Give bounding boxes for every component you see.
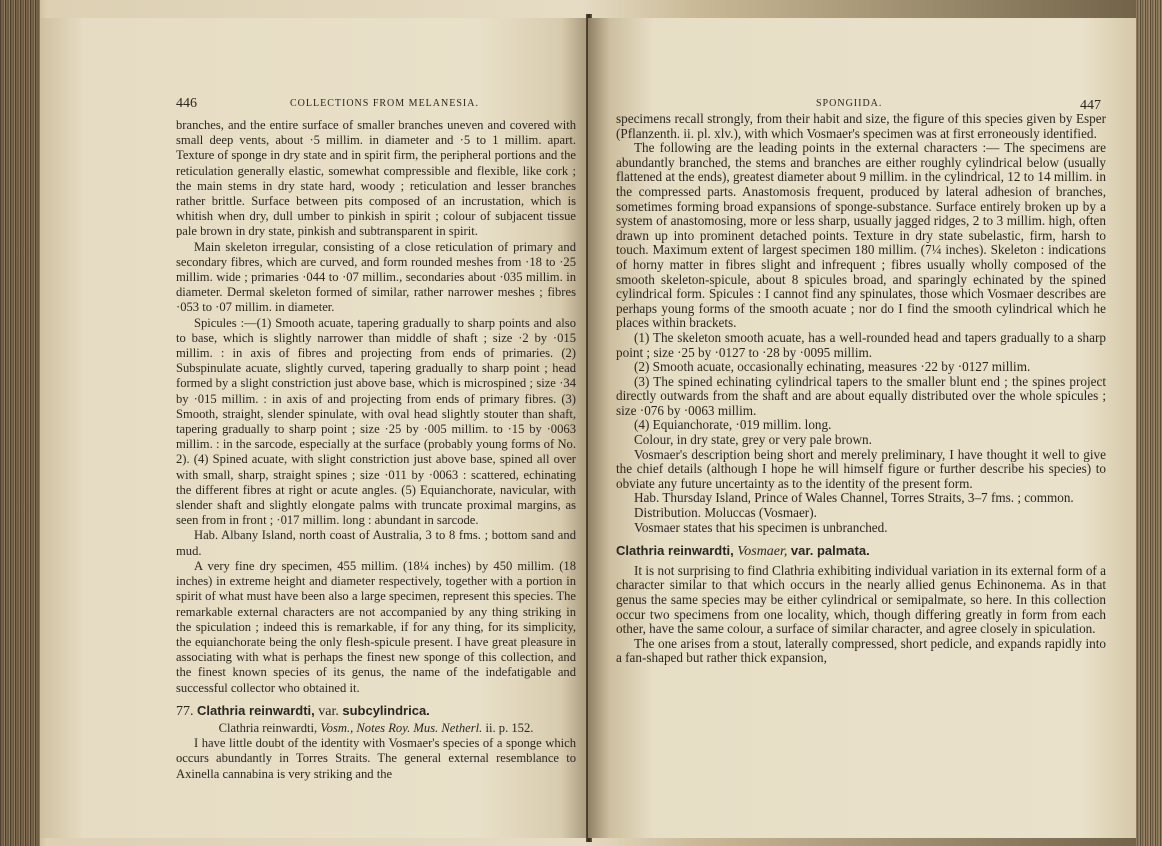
right-species-heading [616,544,1106,560]
right-body [616,112,1106,666]
right-paragraph-final: The one arises from a stout, laterally compressed, short pedicle, and expands rapidly into a fan-shaped but rather thick expansion, [616,635,1106,666]
left-citation [176,721,576,736]
left-page-edges [0,0,40,846]
unbranched-note: Vosmaer states that his specimen is unbranched. [634,519,888,535]
left-paragraph-5: A very fine dry specimen, 455 millim. (18¼ inches) by 450 millim. (18 inches) in extreme height and diameter respectively, together with a portion in spirit of what must have been also a large specimen, represent this species. The remarkable external characters are not accompanied by any thing striking in the spiculation ; indeed this is remarkable, if for any thing, for its simplicity, the equianchorate being the only flesh-spicule present. I have great pleasure in associating with what is perhaps the finest new sponge of this collection, and the finest known species of its genus, the name of the indefatigable and successful collector who obtained it. [176,558,576,695]
habitat-note: Hab. Thursday Island, Prince of Wales Channel, Torres Straits, 3–7 fms. ; common. [634,490,1074,506]
right-heading-variety: var. palmata. [790,543,870,559]
right-page-number: 447 [1080,98,1101,113]
left-paragraph-1: branches, and the entire surface of smaller branches uneven and covered with small deep vents, about ·5 millim. in diameter and ·5 to 1 millim. apart. Texture of sponge in dry state and in spirit firm, the peripheral portions and the reticulation generally elastic, somewhat compressible and flexible, like cork ; the main stems in dry state hard, woody ; reticulation and lesser branches rather brittle. Surface between pits composed of an incrustation, which is whitish when dry, dull umber to pinkish in spirit ; colour of subjacent tissue pale brown in dry state, pinkish and subtransparent in spirit. [176,118,576,239]
colour-note: Colour, in dry state, grey or very pale brown. [634,432,872,448]
spicule-2: (2) Smooth acuate, occasionally echinating, measures ·22 by ·0127 millim. [634,359,1031,375]
right-heading-species-name: Clathria reinwardti, [616,543,734,559]
heading-number: 77. [176,703,194,719]
citation-page: ii. p. 152. [485,720,534,735]
left-paragraph-3: Spicules :—(1) Smooth acuate, tapering gradually to sharp points and also to base, which is slightly narrower than middle of shaft ; size ·2 by ·015 millim. : in axis of fibres and projecting from ends of primaries. (2) Subspinulate acuate, slightly curved, tapering gradually to sharp point ; head formed by a slight constriction just above base, which is microspined ; size ·34 by ·015 millim. : in axis of and projecting from ends of primary fibres. (3) Smooth, straight, slender spinulate, with oval head slightly stouter than shaft, tapering gradually to sharp point ; size ·25 by ·005 millim. to ·15 by ·0063 millim. : in the sarcode, especially at the surface (probably young forms of No. 2). (4) Spined acuate, with slight constriction just above base, spined all over with small, sharp, straight spines ; size ·011 by ·0063 : scattered, echinating the different fibres at right or acute angles. (5) Equianchorate, navicular, with slender shaft and slightly elongate palms with truncate proximal margins, as seen from in front ; ·017 millim. long : abundant in sarcode. [176,315,576,528]
right-paragraph-variation: It is not surprising to find Clathria exhibiting individual variation in its external form of a character similar to that which occurs in the nearly allied genus Echinonema. As in that genus the same species may be either cylindrical or semipalmate, so here. In this collection occur two specimens from one locality, which, though differing greatly in form from each other, have the same colour, a surface of similar character, and agree closely in spiculation. [616,562,1106,637]
heading-variety-name: subcylindrica. [342,702,430,718]
citation-name: Clathria reinwardti, [218,720,318,735]
heading-species-name: Clathria reinwardti, [197,702,315,718]
heading-var: var. [318,703,339,719]
left-paragraph-2: Main skeleton irregular, consisting of a close reticulation of primary and secondary fibres, which are curved, and form rounded meshes from ·18 to ·25 millim. wide ; primaries ·044 to ·07 millim., secondaries about ·035 millim. in diameter. Dermal skeleton formed of similar, rather narrower meshes ; fibres ·053 to ·07 millim. in diameter. [176,239,576,315]
citation-source: Vosm., Notes Roy. Mus. Netherl. [320,720,483,735]
left-paragraph-4: Hab. Albany Island, north coast of Australia, 3 to 8 fms. ; bottom sand and mud. [176,528,576,558]
left-body [176,118,576,782]
spicule-3: (3) The spined echinating cylindrical tapers to the smaller blunt end ; the spines project directly outwards from the shaft and are about equally distributed over the whole spicules ; size ·076 by ·0063 millim. [616,373,1106,418]
left-page [40,18,588,838]
left-final-paragraph: I have little doubt of the identity with Vosmaer's species of a sponge which occurs abundantly in Torres Straits. The general external resemblance to Axinella cannabina is very striking and the [176,736,576,781]
vosmaer-note: Vosmaer's description being short and merely preliminary, I have thought it well to give the chief details (although I hope he will himself figure or further describe his species) to obviate any future uncertainty as to the identity of the present form. [616,446,1106,491]
right-paragraph-1: specimens recall strongly, from their habit and size, the figure of this species given by Esper (Pflanzenth. ii. pl. xlv.), with which Vosmaer's specimen was at first erroneously identified. [616,111,1106,141]
left-page-number: 446 [176,96,197,111]
left-species-heading [176,703,576,719]
right-page-edges [1136,0,1162,846]
right-running-head: SPONGIIDA. [816,98,883,109]
left-running-head: COLLECTIONS FROM MELANESIA. [290,98,479,109]
right-heading-author: Vosmaer, [737,544,788,560]
spicule-4: (4) Equianchorate, ·019 millim. long. [634,417,832,433]
right-page [588,18,1136,838]
spicule-1: (1) The skeleton smooth acuate, has a well-rounded head and tapers gradually to a sharp point ; size ·25 by ·0127 to ·28 by ·0095 millim. [616,329,1106,360]
distribution-note: Distribution. Moluccas (Vosmaer). [634,505,817,521]
right-paragraph-2: The following are the leading points in the external characters :— The specimens are abundantly branched, the stems and branches are either roughly cylindrical below (usually flattened at the ends), greatest diameter about 9 millim. in the cylindrical, 12 to 14 millim. in the compressed parts. Anastomosis frequent, produced by lateral adhesion of branches, sometimes forming broad expansions of sponge-substance. Surface entirely broken up by a system of anastomosing, more or less sharp, usually jagged ridges, 2 to 3 millim. high, often drawn up into prominent detached points. Texture in dry state subelastic, firm, harsh to touch. Maximum extent of largest specimen 180 millim. (7¼ inches). Skeleton : indications of horny matter in fibres slight and infrequent ; fibres usually wholly composed of the smooth skeleton-spicule, about 8 spicules broad, and sparingly echinated by the spined cylindrical form. Spicules : I cannot find any spinulates, those which Vosmaer describes are perhaps young forms of the smooth acuate ; nor do I find the smooth cylindrical which he places within brackets. [616,140,1106,331]
